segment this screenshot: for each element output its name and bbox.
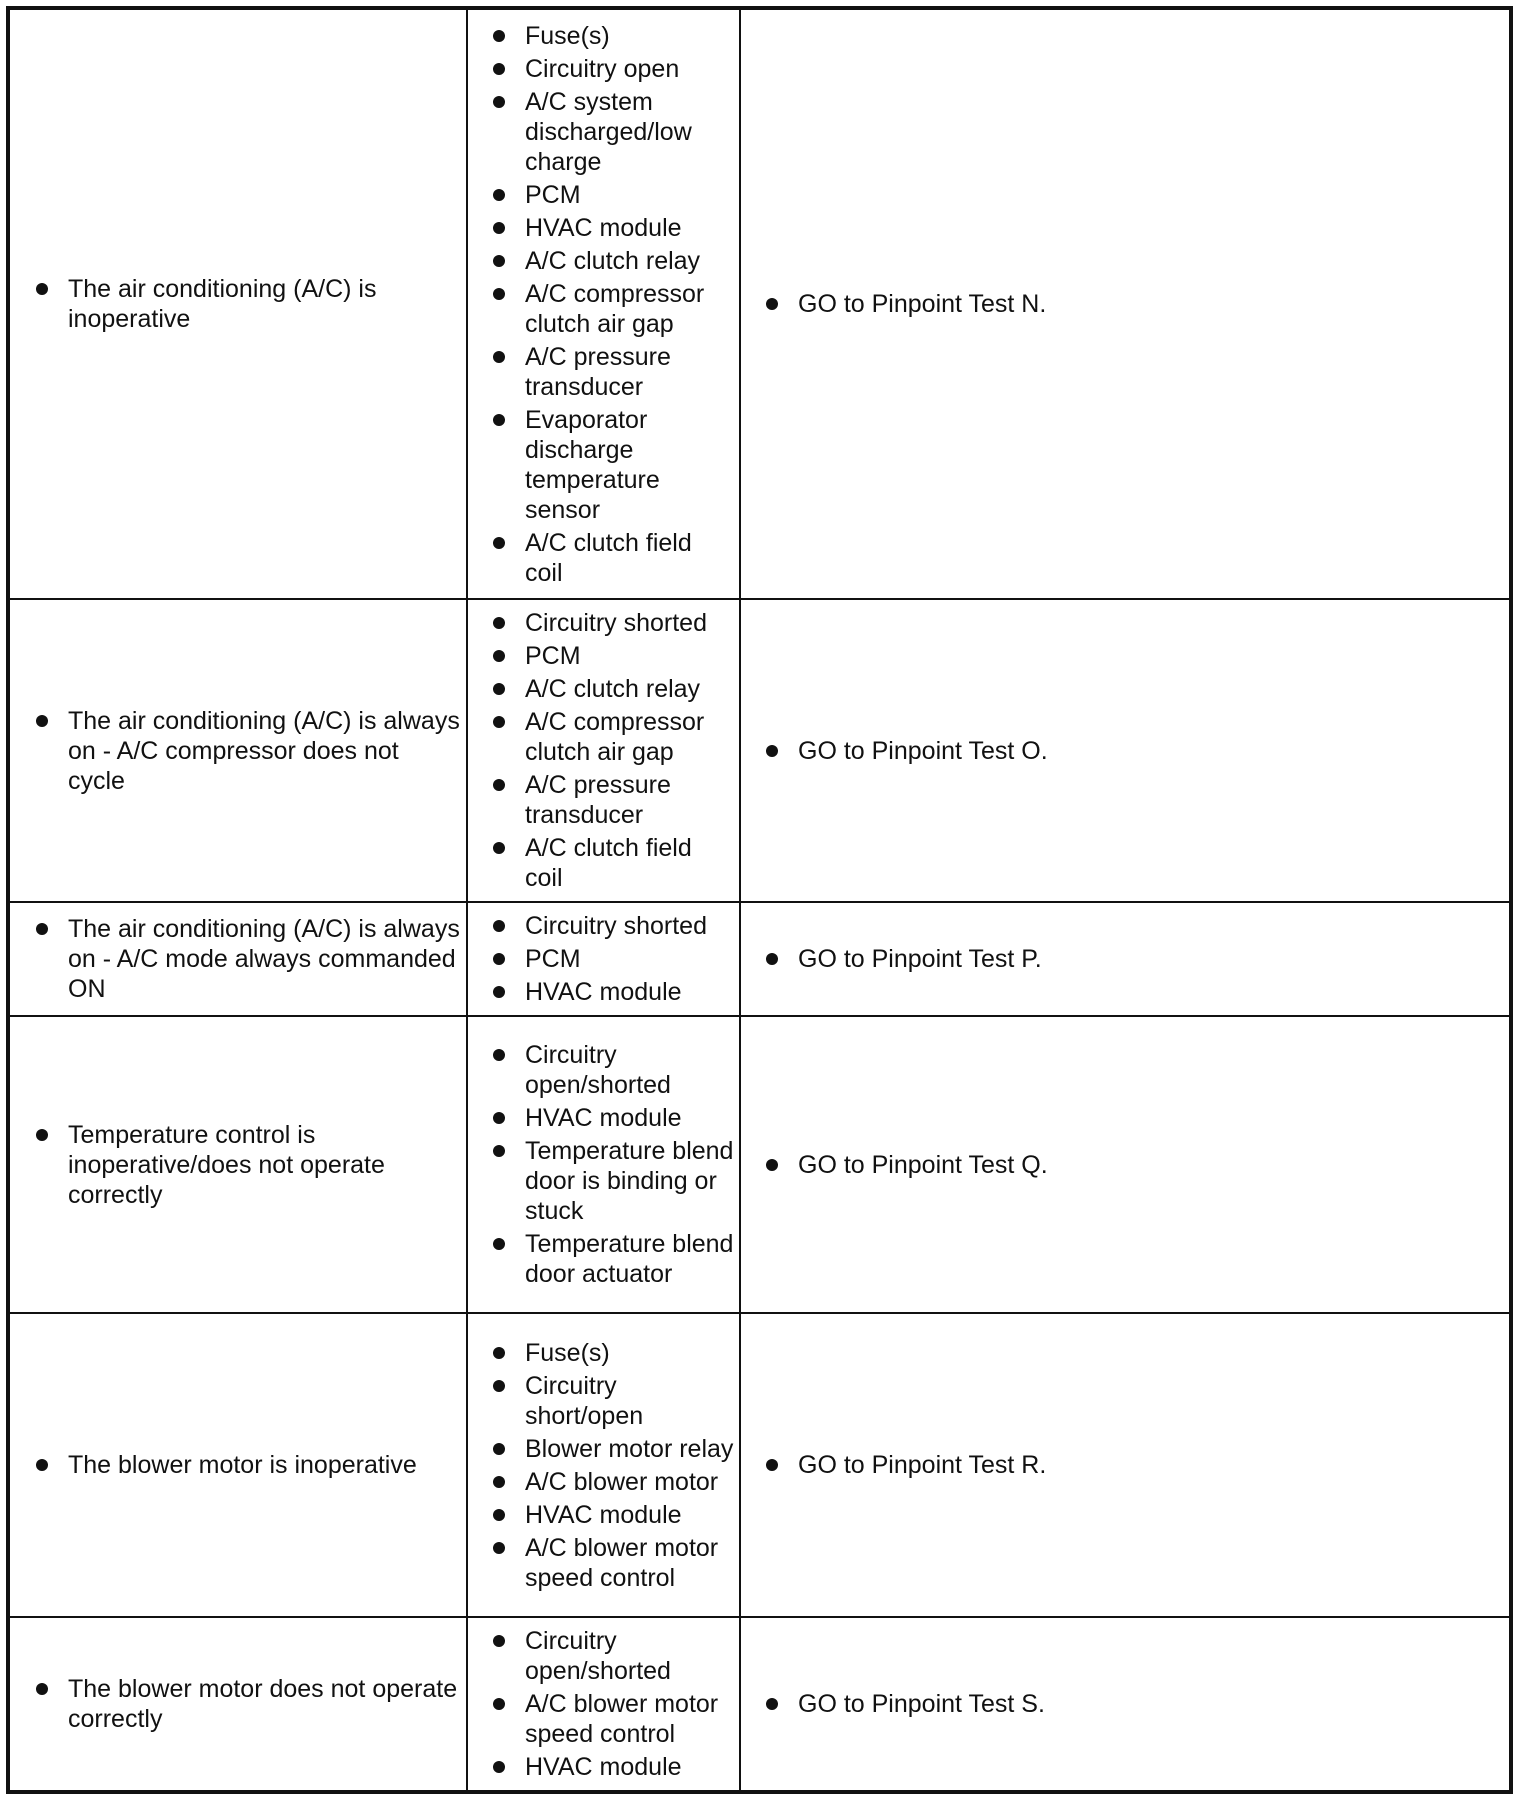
possible-sources-cell [467,599,740,902]
symptom-cell [8,902,467,1016]
table-row [8,599,1511,902]
symptom-cell [8,1016,467,1313]
table-row [8,1016,1511,1313]
source-item: Circuitry short/open [493,1371,735,1431]
source-item: Circuitry open [493,54,735,84]
action-text: GO to Pinpoint Test S. [766,1689,1499,1719]
symptom-text: The blower motor is inoperative [36,1450,460,1480]
source-item: Circuitry shorted [493,911,735,941]
possible-sources-cell [467,1313,740,1617]
table-row [8,1313,1511,1617]
possible-sources-cell [467,1617,740,1792]
table-row [8,8,1511,599]
source-item: HVAC module [493,1752,735,1782]
action-cell [740,1617,1511,1792]
action-text: GO to Pinpoint Test P. [766,944,1499,974]
source-item: A/C compressor clutch air gap [493,707,735,767]
action-cell [740,1313,1511,1617]
source-item: HVAC module [493,1103,735,1133]
source-item: Fuse(s) [493,1338,735,1368]
source-item: Temperature blend door actuator [493,1229,735,1289]
source-item: PCM [493,180,735,210]
source-item: A/C blower motor [493,1467,735,1497]
possible-sources-cell [467,902,740,1016]
source-item: Evaporator discharge temperature sensor [493,405,735,525]
source-item: Temperature blend door is binding or stuck [493,1136,735,1226]
action-text: GO to Pinpoint Test O. [766,736,1499,766]
action-text: GO to Pinpoint Test R. [766,1450,1499,1480]
source-item: PCM [493,641,735,671]
symptom-cell [8,1617,467,1792]
action-cell [740,1016,1511,1313]
action-cell [740,8,1511,599]
source-item: A/C clutch relay [493,674,735,704]
source-item: A/C clutch field coil [493,833,735,893]
symptom-cell [8,599,467,902]
source-item: Fuse(s) [493,21,735,51]
source-item: HVAC module [493,213,735,243]
symptom-text: Temperature control is inoperative/does not operate correctly [36,1120,460,1210]
source-item: A/C compressor clutch air gap [493,279,735,339]
source-item: HVAC module [493,1500,735,1530]
source-item: HVAC module [493,977,735,1007]
source-item: A/C clutch relay [493,246,735,276]
source-item: Circuitry open/shorted [493,1626,735,1686]
source-item: Circuitry open/shorted [493,1040,735,1100]
source-item: A/C blower motor speed control [493,1533,735,1593]
source-item: A/C clutch field coil [493,528,735,588]
table-row [8,1617,1511,1792]
source-item: A/C pressure transducer [493,342,735,402]
symptom-text: The air conditioning (A/C) is always on - A/C mode always commanded ON [36,914,460,1004]
symptom-cell [8,8,467,599]
symptom-text: The air conditioning (A/C) is inoperative [36,274,460,334]
source-item: A/C blower motor speed control [493,1689,735,1749]
symptom-chart-table [6,6,1513,1794]
possible-sources-cell [467,1016,740,1313]
table-row [8,902,1511,1016]
source-item: A/C system discharged/low charge [493,87,735,177]
symptom-text: The blower motor does not operate correctly [36,1674,460,1734]
source-item: A/C pressure transducer [493,770,735,830]
possible-sources-cell [467,8,740,599]
source-item: Circuitry shorted [493,608,735,638]
action-cell [740,599,1511,902]
action-text: GO to Pinpoint Test N. [766,289,1499,319]
symptom-text: The air conditioning (A/C) is always on - A/C compressor does not cycle [36,706,460,796]
action-text: GO to Pinpoint Test Q. [766,1150,1499,1180]
source-item: PCM [493,944,735,974]
source-item: Blower motor relay [493,1434,735,1464]
action-cell [740,902,1511,1016]
symptom-cell [8,1313,467,1617]
